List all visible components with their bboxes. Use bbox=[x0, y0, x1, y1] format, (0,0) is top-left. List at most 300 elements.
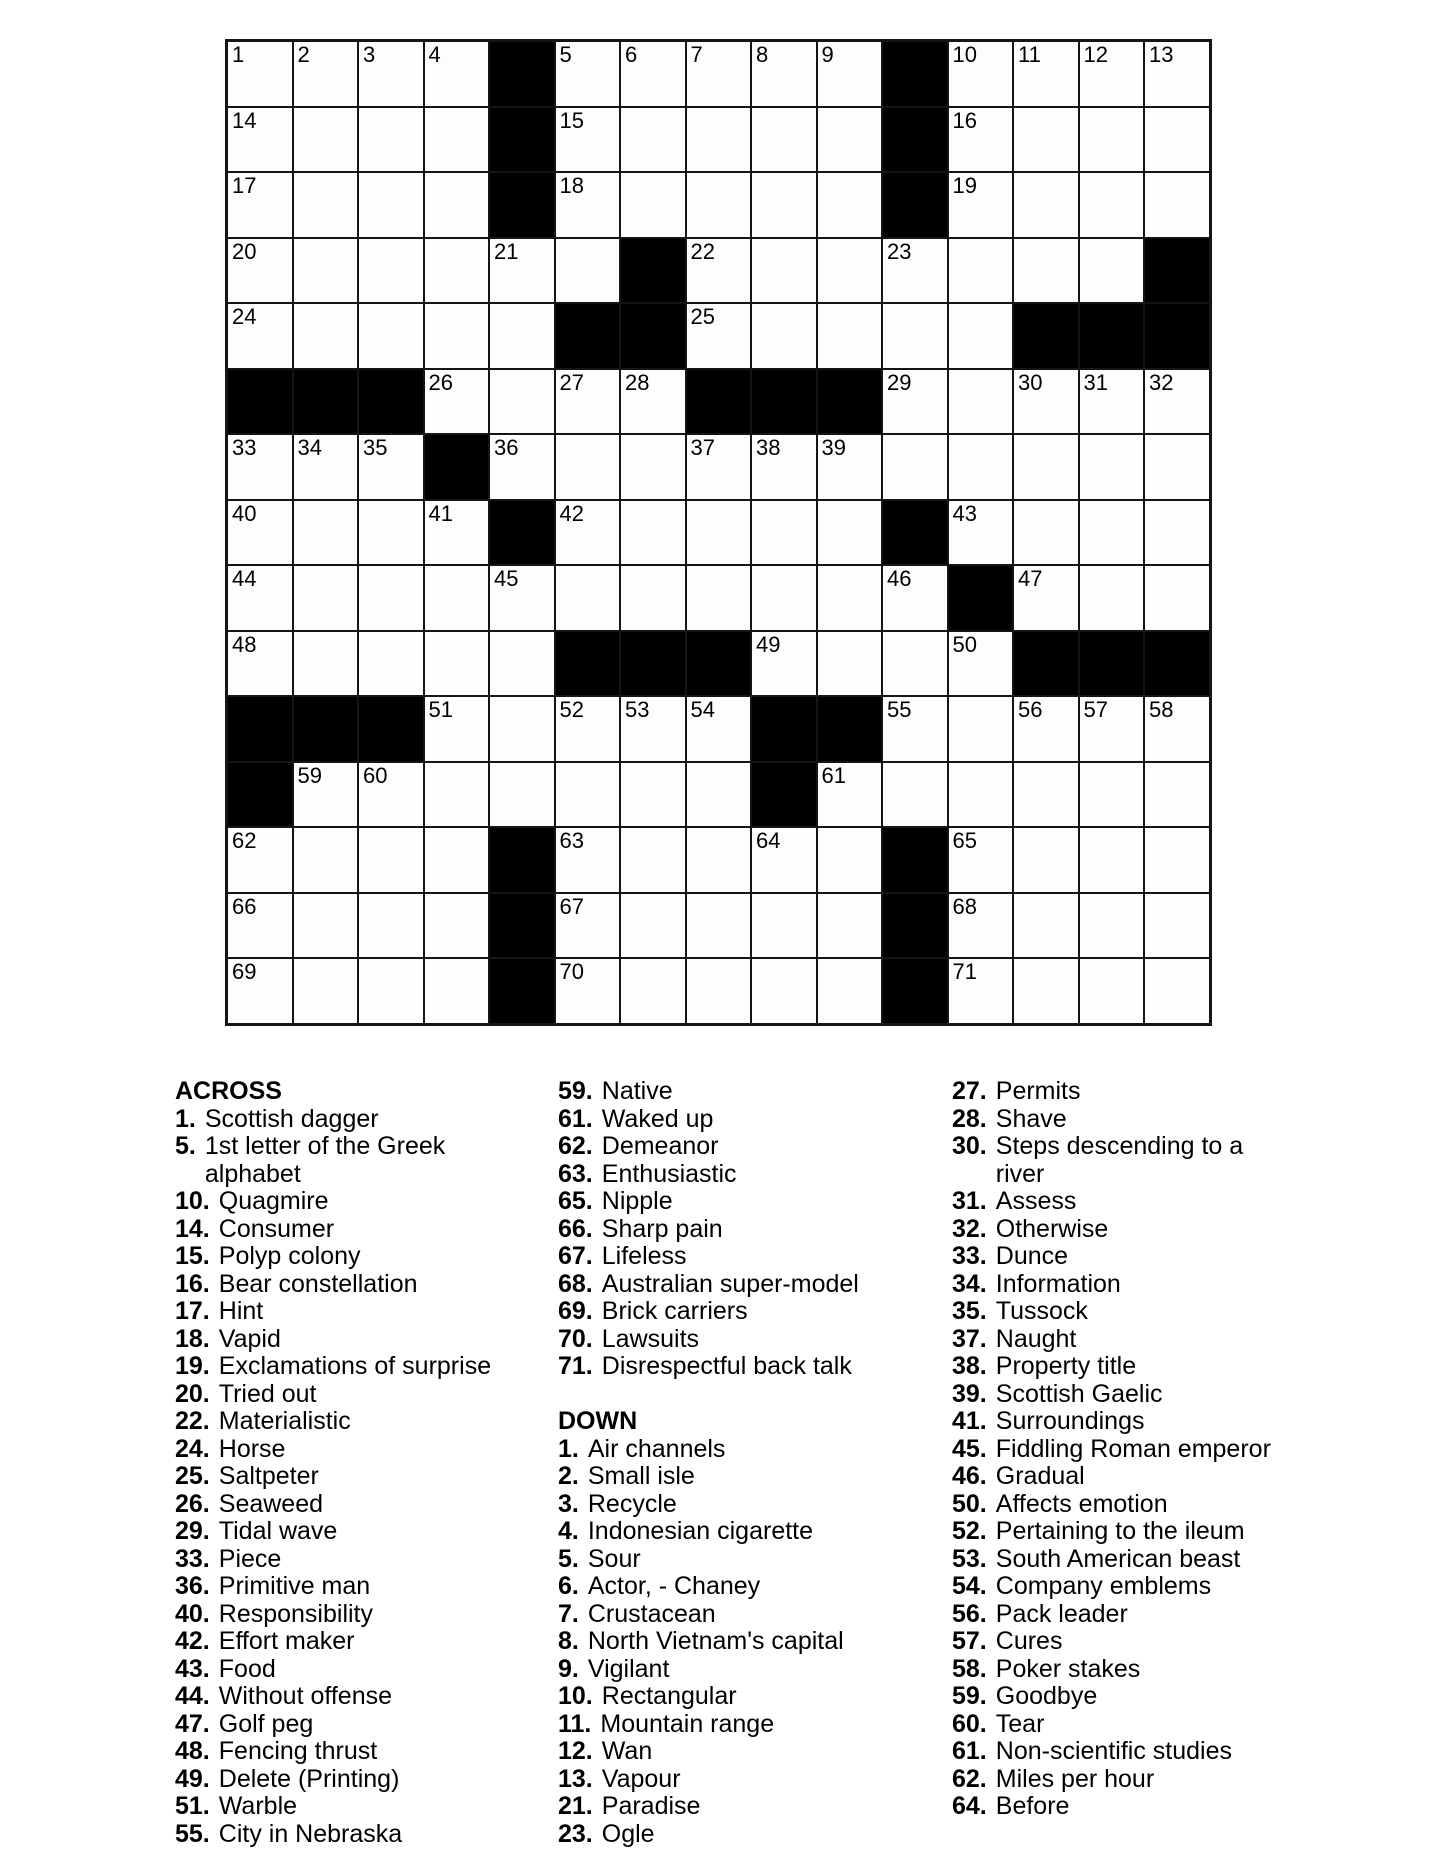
letter-cell[interactable] bbox=[1013, 172, 1079, 238]
letter-cell[interactable] bbox=[751, 893, 817, 959]
letter-cell[interactable] bbox=[358, 631, 424, 697]
letter-cell[interactable] bbox=[620, 565, 686, 631]
letter-cell[interactable] bbox=[1079, 958, 1145, 1024]
block-cell bbox=[948, 565, 1014, 631]
clue-number: 40. bbox=[175, 1599, 210, 1628]
cell-number: 25 bbox=[690, 304, 715, 329]
letter-cell[interactable] bbox=[1079, 565, 1145, 631]
block-cell bbox=[227, 369, 293, 435]
clue-item bbox=[558, 1491, 926, 1519]
clue-number: 28. bbox=[952, 1104, 987, 1133]
letter-cell[interactable] bbox=[1079, 107, 1145, 173]
cell-number: 68 bbox=[952, 893, 977, 919]
letter-cell[interactable] bbox=[489, 565, 555, 631]
letter-cell[interactable] bbox=[555, 893, 621, 959]
clue-number: 59. bbox=[952, 1682, 987, 1710]
letter-cell[interactable] bbox=[1079, 696, 1145, 762]
cell-number: 21 bbox=[494, 238, 519, 264]
block-cell bbox=[882, 107, 948, 173]
letter-cell[interactable] bbox=[1079, 762, 1145, 828]
letter-cell[interactable] bbox=[555, 238, 621, 304]
letter-cell[interactable] bbox=[1144, 369, 1210, 435]
clue-text: Without offense bbox=[218, 1682, 393, 1710]
letter-cell[interactable] bbox=[424, 958, 490, 1024]
letter-cell[interactable] bbox=[1013, 958, 1079, 1024]
letter-cell[interactable] bbox=[489, 631, 555, 697]
clue-number: 23. bbox=[558, 1819, 593, 1848]
letter-cell[interactable] bbox=[227, 238, 293, 304]
letter-cell[interactable] bbox=[751, 303, 817, 369]
letter-cell[interactable] bbox=[358, 958, 424, 1024]
letter-cell[interactable] bbox=[227, 893, 293, 959]
letter-cell[interactable] bbox=[948, 303, 1014, 369]
letter-cell[interactable] bbox=[1013, 500, 1079, 566]
letter-cell[interactable] bbox=[620, 696, 686, 762]
clue-item bbox=[952, 1408, 1282, 1436]
clue-text: Wan bbox=[601, 1737, 653, 1765]
block-cell bbox=[1079, 303, 1145, 369]
cell-number: 26 bbox=[428, 369, 453, 395]
clue-text: Primitive man bbox=[218, 1572, 371, 1600]
cell-number: 20 bbox=[232, 238, 257, 264]
clue-item bbox=[952, 1711, 1282, 1739]
letter-cell[interactable] bbox=[358, 565, 424, 631]
cell-number: 61 bbox=[821, 762, 846, 788]
clue-item bbox=[952, 1381, 1282, 1409]
letter-cell[interactable] bbox=[751, 958, 817, 1024]
clue-number: 14. bbox=[175, 1214, 210, 1243]
letter-cell[interactable] bbox=[1079, 238, 1145, 304]
letter-cell[interactable] bbox=[227, 434, 293, 500]
letter-cell[interactable] bbox=[424, 303, 490, 369]
letter-cell[interactable] bbox=[817, 434, 883, 500]
clue-number: 69. bbox=[558, 1297, 593, 1325]
clue-text: Miles per hour bbox=[995, 1764, 1155, 1793]
clue-text: Steps descending to a river bbox=[995, 1132, 1244, 1188]
letter-cell[interactable] bbox=[293, 827, 359, 893]
letter-cell[interactable] bbox=[948, 631, 1014, 697]
cell-number: 8 bbox=[756, 42, 769, 67]
clue-number: 38. bbox=[952, 1352, 987, 1380]
letter-cell[interactable] bbox=[620, 434, 686, 500]
letter-cell[interactable] bbox=[424, 762, 490, 828]
letter-cell[interactable] bbox=[1144, 107, 1210, 173]
clue-number: 20. bbox=[175, 1379, 210, 1408]
cell-number: 48 bbox=[232, 631, 257, 657]
letter-cell[interactable] bbox=[817, 107, 883, 173]
letter-cell[interactable] bbox=[1013, 41, 1079, 107]
clue-text: Quagmire bbox=[218, 1187, 329, 1215]
clue-text: Lawsuits bbox=[601, 1324, 700, 1353]
cell-number: 63 bbox=[559, 828, 584, 853]
letter-cell[interactable] bbox=[686, 827, 752, 893]
letter-cell[interactable] bbox=[293, 172, 359, 238]
clue-text: Waked up bbox=[601, 1104, 714, 1133]
letter-cell[interactable] bbox=[948, 893, 1014, 959]
letter-cell[interactable] bbox=[882, 565, 948, 631]
clue-text: Pertaining to the ileum bbox=[995, 1517, 1245, 1545]
clue-text: Piece bbox=[218, 1544, 282, 1573]
clue-number: 7. bbox=[558, 1599, 579, 1628]
clue-item bbox=[175, 1381, 520, 1409]
letter-cell[interactable] bbox=[1079, 41, 1145, 107]
clue-item bbox=[175, 1656, 520, 1684]
letter-cell[interactable] bbox=[555, 500, 621, 566]
letter-cell[interactable] bbox=[358, 172, 424, 238]
letter-cell[interactable] bbox=[1013, 107, 1079, 173]
block-cell bbox=[555, 631, 621, 697]
letter-cell[interactable] bbox=[817, 303, 883, 369]
letter-cell[interactable] bbox=[555, 958, 621, 1024]
letter-cell[interactable] bbox=[620, 172, 686, 238]
letter-cell[interactable] bbox=[686, 893, 752, 959]
letter-cell[interactable] bbox=[751, 172, 817, 238]
letter-cell[interactable] bbox=[358, 107, 424, 173]
clue-item bbox=[952, 1546, 1282, 1574]
letter-cell[interactable] bbox=[424, 369, 490, 435]
block-cell bbox=[489, 958, 555, 1024]
clue-text: Delete (Printing) bbox=[218, 1764, 400, 1793]
clue-item bbox=[558, 1738, 926, 1766]
cell-number: 13 bbox=[1149, 42, 1174, 67]
letter-cell[interactable] bbox=[620, 107, 686, 173]
letter-cell[interactable] bbox=[686, 41, 752, 107]
clue-text: Fiddling Roman emperor bbox=[995, 1434, 1271, 1463]
letter-cell[interactable] bbox=[620, 41, 686, 107]
clue-number: 26. bbox=[175, 1489, 210, 1518]
letter-cell[interactable] bbox=[1013, 238, 1079, 304]
letter-cell[interactable] bbox=[555, 172, 621, 238]
letter-cell[interactable] bbox=[686, 238, 752, 304]
block-cell bbox=[489, 41, 555, 107]
cell-number: 43 bbox=[952, 500, 977, 526]
letter-cell[interactable] bbox=[1144, 172, 1210, 238]
clue-number: 39. bbox=[952, 1379, 987, 1408]
clue-text: Cures bbox=[995, 1627, 1063, 1655]
letter-cell[interactable] bbox=[948, 827, 1014, 893]
letter-cell[interactable] bbox=[293, 893, 359, 959]
letter-cell[interactable] bbox=[489, 762, 555, 828]
cell-number: 41 bbox=[428, 500, 453, 526]
letter-cell[interactable] bbox=[751, 107, 817, 173]
letter-cell[interactable] bbox=[293, 565, 359, 631]
clue-item bbox=[952, 1243, 1282, 1271]
letter-cell[interactable] bbox=[620, 762, 686, 828]
letter-cell[interactable] bbox=[882, 238, 948, 304]
clue-text: South American beast bbox=[995, 1544, 1241, 1573]
cell-number: 22 bbox=[690, 238, 715, 264]
clue-text: Tidal wave bbox=[218, 1517, 338, 1545]
letter-cell[interactable] bbox=[948, 369, 1014, 435]
clue-number: 55. bbox=[175, 1819, 210, 1848]
clue-item bbox=[558, 1546, 926, 1574]
letter-cell[interactable] bbox=[227, 303, 293, 369]
block-cell bbox=[424, 434, 490, 500]
cell-number: 15 bbox=[559, 107, 584, 133]
clue-item bbox=[952, 1436, 1282, 1464]
clue-item bbox=[558, 1573, 926, 1601]
letter-cell[interactable] bbox=[1144, 696, 1210, 762]
clue-text: Effort maker bbox=[218, 1627, 355, 1655]
letter-cell[interactable] bbox=[424, 238, 490, 304]
letter-cell[interactable] bbox=[686, 303, 752, 369]
letter-cell[interactable] bbox=[489, 434, 555, 500]
letter-cell[interactable] bbox=[424, 631, 490, 697]
clue-text: Sour bbox=[587, 1544, 641, 1573]
letter-cell[interactable] bbox=[227, 958, 293, 1024]
letter-cell[interactable] bbox=[882, 369, 948, 435]
letter-cell[interactable] bbox=[1144, 434, 1210, 500]
letter-cell[interactable] bbox=[555, 41, 621, 107]
letter-cell[interactable] bbox=[948, 107, 1014, 173]
block-cell bbox=[751, 762, 817, 828]
letter-cell[interactable] bbox=[817, 565, 883, 631]
letter-cell[interactable] bbox=[293, 631, 359, 697]
clue-item bbox=[952, 1298, 1282, 1326]
letter-cell[interactable] bbox=[227, 172, 293, 238]
letter-cell[interactable] bbox=[358, 762, 424, 828]
letter-cell[interactable] bbox=[882, 762, 948, 828]
letter-cell[interactable] bbox=[1013, 827, 1079, 893]
letter-cell[interactable] bbox=[686, 762, 752, 828]
clue-text: Shave bbox=[995, 1104, 1067, 1133]
letter-cell[interactable] bbox=[293, 238, 359, 304]
letter-cell[interactable] bbox=[751, 238, 817, 304]
letter-cell[interactable] bbox=[1013, 893, 1079, 959]
letter-cell[interactable] bbox=[817, 238, 883, 304]
cell-number: 53 bbox=[625, 697, 650, 722]
letter-cell[interactable] bbox=[1144, 958, 1210, 1024]
letter-cell[interactable] bbox=[686, 565, 752, 631]
letter-cell[interactable] bbox=[686, 500, 752, 566]
letter-cell[interactable] bbox=[1144, 41, 1210, 107]
letter-cell[interactable] bbox=[358, 827, 424, 893]
cell-number: 3 bbox=[363, 42, 376, 67]
clue-text: Surroundings bbox=[995, 1407, 1145, 1435]
clue-text: Fencing thrust bbox=[218, 1737, 378, 1765]
letter-cell[interactable] bbox=[948, 762, 1014, 828]
letter-cell[interactable] bbox=[620, 893, 686, 959]
letter-cell[interactable] bbox=[424, 893, 490, 959]
cell-number: 67 bbox=[559, 893, 584, 919]
letter-cell[interactable] bbox=[424, 696, 490, 762]
clue-item bbox=[952, 1518, 1282, 1546]
letter-cell[interactable] bbox=[424, 827, 490, 893]
clue-number: 70. bbox=[558, 1324, 593, 1353]
letter-cell[interactable] bbox=[293, 958, 359, 1024]
cell-number: 49 bbox=[756, 631, 781, 657]
letter-cell[interactable] bbox=[882, 696, 948, 762]
letter-cell[interactable] bbox=[948, 172, 1014, 238]
clue-item bbox=[558, 1821, 926, 1849]
clue-text: Indonesian cigarette bbox=[587, 1517, 814, 1545]
letter-cell[interactable] bbox=[293, 107, 359, 173]
clue-number: 35. bbox=[952, 1297, 987, 1325]
block-cell bbox=[555, 303, 621, 369]
letter-cell[interactable] bbox=[293, 434, 359, 500]
letter-cell[interactable] bbox=[1079, 369, 1145, 435]
letter-cell[interactable] bbox=[227, 107, 293, 173]
letter-cell[interactable] bbox=[1144, 565, 1210, 631]
cell-number: 60 bbox=[363, 762, 388, 788]
letter-cell[interactable] bbox=[555, 827, 621, 893]
block-cell bbox=[227, 696, 293, 762]
block-cell bbox=[620, 631, 686, 697]
clue-item bbox=[558, 1353, 926, 1381]
clue-text: City in Nebraska bbox=[218, 1819, 403, 1848]
letter-cell[interactable] bbox=[1079, 172, 1145, 238]
clue-number: 17. bbox=[175, 1297, 210, 1325]
cell-number: 1 bbox=[232, 42, 245, 67]
letter-cell[interactable] bbox=[686, 107, 752, 173]
clue-text: Crustacean bbox=[587, 1599, 716, 1628]
clue-text: Recycle bbox=[587, 1489, 677, 1518]
letter-cell[interactable] bbox=[358, 303, 424, 369]
letter-cell[interactable] bbox=[1013, 434, 1079, 500]
letter-cell[interactable] bbox=[948, 696, 1014, 762]
letter-cell[interactable] bbox=[1013, 696, 1079, 762]
clue-text: Demeanor bbox=[601, 1132, 719, 1160]
letter-cell[interactable] bbox=[424, 41, 490, 107]
cell-number: 7 bbox=[690, 42, 703, 67]
clue-item bbox=[558, 1078, 926, 1106]
letter-cell[interactable] bbox=[817, 41, 883, 107]
letter-cell[interactable] bbox=[817, 827, 883, 893]
letter-cell[interactable] bbox=[227, 565, 293, 631]
letter-cell[interactable] bbox=[1144, 893, 1210, 959]
letter-cell[interactable] bbox=[555, 696, 621, 762]
clue-text: Polyp colony bbox=[218, 1242, 361, 1270]
letter-cell[interactable] bbox=[686, 958, 752, 1024]
letter-cell[interactable] bbox=[424, 565, 490, 631]
letter-cell[interactable] bbox=[555, 434, 621, 500]
letter-cell[interactable] bbox=[1013, 369, 1079, 435]
clue-item bbox=[175, 1766, 520, 1794]
letter-cell[interactable] bbox=[489, 303, 555, 369]
clue-item bbox=[175, 1188, 520, 1216]
letter-cell[interactable] bbox=[358, 41, 424, 107]
letter-cell[interactable] bbox=[358, 238, 424, 304]
letter-cell[interactable] bbox=[555, 107, 621, 173]
letter-cell[interactable] bbox=[620, 369, 686, 435]
letter-cell[interactable] bbox=[227, 41, 293, 107]
letter-cell[interactable] bbox=[1144, 500, 1210, 566]
letter-cell[interactable] bbox=[1013, 762, 1079, 828]
letter-cell[interactable] bbox=[1144, 762, 1210, 828]
letter-cell[interactable] bbox=[293, 762, 359, 828]
letter-cell[interactable] bbox=[358, 893, 424, 959]
clue-item bbox=[952, 1463, 1282, 1491]
letter-cell[interactable] bbox=[751, 631, 817, 697]
letter-cell[interactable] bbox=[948, 958, 1014, 1024]
letter-cell[interactable] bbox=[1079, 827, 1145, 893]
letter-cell[interactable] bbox=[620, 958, 686, 1024]
clue-text: Seaweed bbox=[218, 1489, 324, 1518]
clue-item bbox=[558, 1463, 926, 1491]
clue-text: Affects emotion bbox=[995, 1489, 1168, 1518]
letter-cell[interactable] bbox=[489, 696, 555, 762]
letter-cell[interactable] bbox=[948, 434, 1014, 500]
letter-cell[interactable] bbox=[882, 631, 948, 697]
letter-cell[interactable] bbox=[1079, 434, 1145, 500]
letter-cell[interactable] bbox=[817, 958, 883, 1024]
letter-cell[interactable] bbox=[882, 303, 948, 369]
cell-number: 56 bbox=[1018, 697, 1043, 722]
clue-number: 68. bbox=[558, 1269, 593, 1298]
cell-number: 28 bbox=[625, 369, 650, 395]
letter-cell[interactable] bbox=[948, 41, 1014, 107]
letter-cell[interactable] bbox=[555, 565, 621, 631]
block-cell bbox=[882, 958, 948, 1024]
letter-cell[interactable] bbox=[1079, 500, 1145, 566]
letter-cell[interactable] bbox=[751, 565, 817, 631]
letter-cell[interactable] bbox=[948, 500, 1014, 566]
letter-cell[interactable] bbox=[948, 238, 1014, 304]
letter-cell[interactable] bbox=[424, 107, 490, 173]
clue-number: 10. bbox=[558, 1682, 593, 1710]
letter-cell[interactable] bbox=[293, 303, 359, 369]
letter-cell[interactable] bbox=[817, 893, 883, 959]
letter-cell[interactable] bbox=[1013, 565, 1079, 631]
letter-cell[interactable] bbox=[555, 369, 621, 435]
letter-cell[interactable] bbox=[358, 434, 424, 500]
letter-cell[interactable] bbox=[293, 41, 359, 107]
clue-number: 63. bbox=[558, 1159, 593, 1188]
clue-number: 44. bbox=[175, 1682, 210, 1710]
letter-cell[interactable] bbox=[424, 172, 490, 238]
letter-cell[interactable] bbox=[751, 500, 817, 566]
letter-cell[interactable] bbox=[686, 172, 752, 238]
letter-cell[interactable] bbox=[293, 500, 359, 566]
letter-cell[interactable] bbox=[882, 434, 948, 500]
cell-number: 65 bbox=[952, 828, 977, 853]
clue-text: Information bbox=[995, 1269, 1121, 1298]
letter-cell[interactable] bbox=[227, 827, 293, 893]
clue-number: 52. bbox=[952, 1517, 987, 1545]
block-cell bbox=[817, 696, 883, 762]
letter-cell[interactable] bbox=[489, 238, 555, 304]
clue-text: Property title bbox=[995, 1352, 1137, 1380]
letter-cell[interactable] bbox=[817, 631, 883, 697]
letter-cell[interactable] bbox=[686, 434, 752, 500]
letter-cell[interactable] bbox=[227, 631, 293, 697]
letter-cell[interactable] bbox=[751, 827, 817, 893]
letter-cell[interactable] bbox=[620, 827, 686, 893]
letter-cell[interactable] bbox=[1079, 893, 1145, 959]
clue-item bbox=[558, 1271, 926, 1299]
letter-cell[interactable] bbox=[358, 500, 424, 566]
clue-number: 3. bbox=[558, 1489, 579, 1518]
letter-cell[interactable] bbox=[424, 500, 490, 566]
letter-cell[interactable] bbox=[620, 500, 686, 566]
clue-number: 66. bbox=[558, 1214, 593, 1243]
letter-cell[interactable] bbox=[751, 434, 817, 500]
clue-text: Horse bbox=[218, 1434, 286, 1463]
letter-cell[interactable] bbox=[751, 41, 817, 107]
cell-number: 66 bbox=[232, 893, 257, 919]
letter-cell[interactable] bbox=[686, 696, 752, 762]
cell-number: 47 bbox=[1018, 566, 1043, 591]
letter-cell[interactable] bbox=[817, 172, 883, 238]
letter-cell[interactable] bbox=[489, 369, 555, 435]
cell-number: 11 bbox=[1018, 42, 1041, 67]
cell-number: 9 bbox=[821, 42, 834, 67]
letter-cell[interactable] bbox=[1144, 827, 1210, 893]
letter-cell[interactable] bbox=[555, 762, 621, 828]
letter-cell[interactable] bbox=[227, 500, 293, 566]
letter-cell[interactable] bbox=[817, 500, 883, 566]
letter-cell[interactable] bbox=[817, 762, 883, 828]
